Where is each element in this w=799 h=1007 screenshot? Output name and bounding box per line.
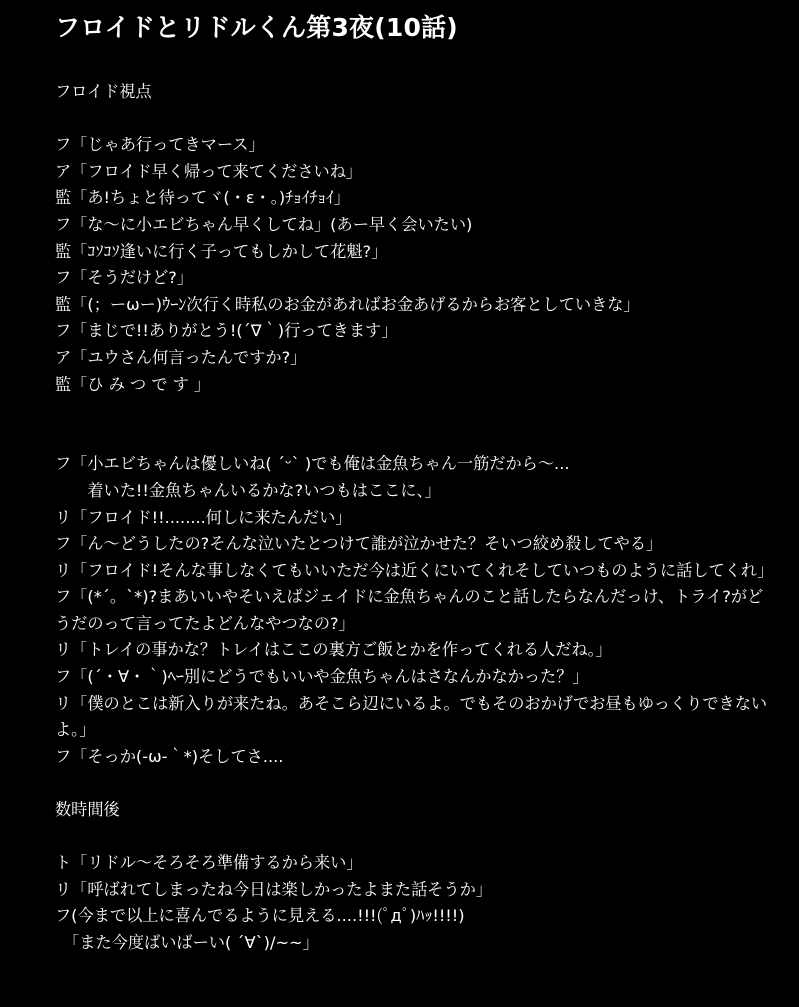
page-title: フロイドとリドルくん第3夜(10話) <box>55 13 458 42</box>
dialogue-line: リ「呼ばれてしまったね今日は楽しかったよまた話そうか」 <box>55 879 493 899</box>
dialogue-line: フ「そうだけど?」 <box>55 268 194 288</box>
dialogue-line: フ「小エビちゃんは優しいね( ´ᵕ` )でも俺は金魚ちゃん一筋だから〜... <box>55 454 570 474</box>
dialogue-line: リ「フロイド!そんな事しなくてもいいただ今は近くにいてくれそしていつものように話してくれ」 <box>55 560 774 580</box>
scene-farewell <box>55 850 769 956</box>
spacer <box>55 425 769 452</box>
dialogue-line: フ「(´・∀・｀)ﾍｰ別にどうでもいいや金魚ちゃんはさなんかなかった？」 <box>55 667 589 687</box>
dialogue-line: リ「フロイド!!........何しに来たんだい」 <box>55 507 352 527</box>
spacer <box>55 824 769 851</box>
time-skip-label: 数時間後 <box>55 800 120 820</box>
spacer <box>55 770 769 797</box>
dialogue-line: 監「あ!ちょと待ってヾ(・ε・。)ﾁｮｲﾁｮｲ」 <box>55 188 350 208</box>
dialogue-line: 「また今度ばいばーい( ´∀`)/~~」 <box>55 933 319 952</box>
dialogue-line: フ「まじで!!ありがとう!(´∇｀)行ってきます」 <box>55 321 398 341</box>
spacer <box>55 398 769 425</box>
section-label: フロイド視点 <box>55 82 152 101</box>
scene-visit <box>55 451 774 770</box>
dialogue-line: 監「(；ーωー)ｳｰﾝ次行く時私のお金があればお金あげるからお客としていきな」 <box>55 294 640 314</box>
dialogue-line: フ「ん〜どうしたの?そんな泣いたとつけて誰が泣かせた？そいつ絞め殺してやる」 <box>55 534 663 554</box>
dialogue-line: フ「じゃあ行ってきマース」 <box>55 135 265 155</box>
spacer <box>55 106 769 133</box>
dialogue-line: リ「僕のとこは新入りが来たね。あそこら辺にいるよ。でもそのおかげでお昼もゆっくりできないよ。」 <box>55 693 768 740</box>
dialogue-line: ト「リドル〜そろそろ準備するから来い」 <box>55 853 363 873</box>
dialogue-line: フ「な〜に小エビちゃん早くしてね」(あー早く会いたい) <box>55 214 473 234</box>
dialogue-line: リ「トレイの事かな？トレイはここの裏方ご飯とかを作ってくれる人だね。」 <box>55 640 612 660</box>
dialogue-line: フ「そっか(-ω-｀*)そしてさ.... <box>55 746 284 766</box>
scene-departure <box>55 132 769 398</box>
dialogue-line: 監「ｺｿｺｿ逢いに行く子ってもしかして花魁?」 <box>55 241 388 261</box>
dialogue-line: 監「ひ み つ で す 」 <box>55 374 211 394</box>
dialogue-line: 着いた!!金魚ちゃんいるかな?いつもはここに、」 <box>55 480 441 500</box>
dialogue-line: ア「ユウさん何言ったんですか?」 <box>55 347 307 367</box>
story-body <box>55 79 774 957</box>
dialogue-line: フ(今まで以上に喜んでるように見える....!!!(ﾟдﾟ)ﾊｯ!!!!) <box>55 906 465 926</box>
dialogue-line: ア「フロイド早く帰って来てくださいね」 <box>55 161 363 181</box>
dialogue-line: フ「(*´。`*)?まあいいやそいえばジェイドに金魚ちゃんのこと話したらなんだっけ、トライ?がどうだのって言ってたよどんなやつなの?」 <box>55 587 764 633</box>
